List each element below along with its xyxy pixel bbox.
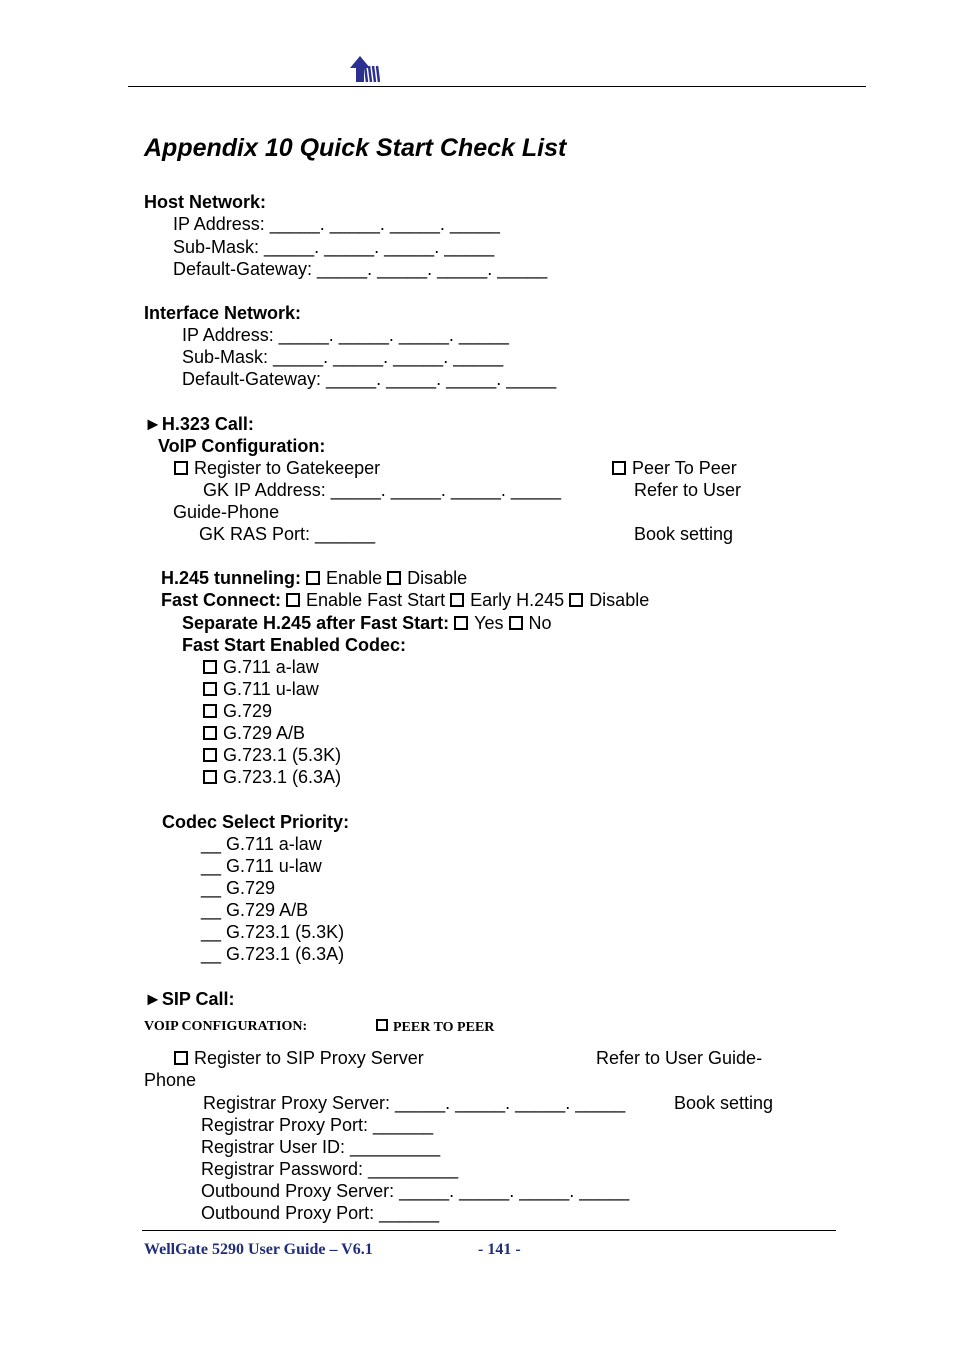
priority-item: __ G.729 A/B — [201, 900, 309, 920]
registrar-server-field: Registrar Proxy Server: _____. _____. _____. _____ — [203, 1093, 626, 1113]
sip-peer-option — [376, 1019, 494, 1036]
sip-peer-label: PEER TO PEER — [393, 1020, 495, 1035]
sip-book-note: Book setting — [674, 1093, 774, 1113]
codec-item — [203, 656, 319, 678]
h323-voip-heading: VoIP Configuration: — [158, 436, 326, 456]
checkbox-icon — [376, 1019, 388, 1031]
enable-label: Enable — [326, 568, 383, 588]
codec-item — [203, 678, 319, 700]
fast-disable-label: Disable — [589, 590, 650, 610]
checkbox-icon — [203, 660, 217, 674]
book-setting-note: Book setting — [634, 524, 734, 544]
codec-label: G.723.1 (6.3A) — [223, 767, 342, 787]
footer-guide-title: WellGate 5290 User Guide – V6.1 — [144, 1241, 373, 1258]
codec-item — [203, 744, 341, 766]
interface-ip-field: IP Address: _____. _____. _____. _____ — [182, 325, 509, 345]
codec-item — [203, 700, 272, 722]
register-gk-option — [174, 457, 380, 479]
host-gateway-field: Default-Gateway: _____. _____. _____. _____ — [173, 259, 548, 279]
register-proxy-label: Register to SIP Proxy Server — [194, 1048, 424, 1068]
peer-to-peer-label: Peer To Peer — [632, 458, 737, 478]
checkbox-icon — [387, 571, 401, 585]
priority-item: __ G.723.1 (5.3K) — [201, 922, 345, 942]
h245-tunneling-row — [161, 567, 467, 589]
fast-connect-label: Fast Connect: — [161, 590, 282, 610]
register-gk-label: Register to Gatekeeper — [194, 458, 381, 478]
checkbox-icon — [203, 682, 217, 696]
h323-heading: ►H.323 Call: — [144, 414, 254, 434]
checkbox-icon — [203, 726, 217, 740]
refer-note: Refer to User — [634, 480, 742, 500]
guide-phone-note: Guide-Phone — [173, 502, 280, 522]
checkbox-icon — [203, 704, 217, 718]
sip-heading: ►SIP Call: — [144, 989, 235, 1009]
checkbox-icon — [454, 616, 468, 630]
checkbox-icon — [174, 461, 188, 475]
sip-voip-heading: VOIP CONFIGURATION: — [144, 1019, 308, 1034]
disable-label: Disable — [407, 568, 468, 588]
checkbox-icon — [286, 593, 300, 607]
interface-gateway-field: Default-Gateway: _____. _____. _____. _____ — [182, 369, 557, 389]
yes-label: Yes — [474, 613, 504, 633]
checkbox-icon — [203, 748, 217, 762]
codec-label: G.729 A/B — [223, 723, 306, 743]
enable-fast-start-label: Enable Fast Start — [306, 590, 446, 610]
codec-label: G.729 — [223, 701, 273, 721]
checkbox-icon — [174, 1051, 188, 1065]
checkbox-icon — [450, 593, 464, 607]
codec-label: G.711 u-law — [223, 679, 319, 699]
host-mask-field: Sub-Mask: _____. _____. _____. _____ — [173, 237, 495, 257]
sip-refer-note: Refer to User Guide- — [596, 1048, 763, 1068]
separate-h245-label: Separate H.245 after Fast Start: — [182, 613, 450, 633]
interface-mask-field: Sub-Mask: _____. _____. _____. _____ — [182, 347, 504, 367]
separate-h245-row — [182, 612, 552, 634]
codec-label: G.711 a-law — [223, 657, 319, 677]
wellgate-arrow-logo-icon — [348, 54, 380, 84]
codec-item — [203, 722, 305, 744]
registrar-password-field: Registrar Password: _________ — [201, 1159, 459, 1179]
no-label: No — [528, 613, 552, 633]
footer-page-number: - 141 - — [478, 1241, 521, 1258]
host-network-heading: Host Network: — [144, 192, 267, 212]
checkbox-icon — [569, 593, 583, 607]
codec-item — [203, 766, 341, 788]
priority-item: __ G.723.1 (6.3A) — [201, 944, 345, 964]
checkbox-icon — [509, 616, 523, 630]
registrar-user-field: Registrar User ID: _________ — [201, 1137, 441, 1157]
footer-rule — [142, 1230, 836, 1231]
codec-priority-heading: Codec Select Priority: — [162, 812, 350, 832]
checkbox-icon — [306, 571, 320, 585]
interface-network-heading: Interface Network: — [144, 303, 302, 323]
codec-label: G.723.1 (5.3K) — [223, 745, 342, 765]
outbound-port-field: Outbound Proxy Port: ______ — [201, 1203, 440, 1223]
register-proxy-option — [174, 1047, 424, 1069]
header-rule — [128, 86, 866, 87]
checkbox-icon — [612, 461, 626, 475]
priority-item: __ G.711 u-law — [201, 856, 322, 876]
peer-to-peer-option — [612, 457, 737, 479]
registrar-port-field: Registrar Proxy Port: ______ — [201, 1115, 434, 1135]
outbound-server-field: Outbound Proxy Server: _____. _____. _____. _____ — [201, 1181, 630, 1201]
h245-label: H.245 tunneling: — [161, 568, 302, 588]
gk-ip-field: GK IP Address: _____. _____. _____. _____ — [203, 480, 561, 500]
page-title: Appendix 10 Quick Start Check List — [144, 134, 567, 162]
sip-phone-note: Phone — [144, 1070, 197, 1090]
gk-ras-field: GK RAS Port: ______ — [199, 524, 376, 544]
priority-item: __ G.729 — [201, 878, 276, 898]
early-h245-label: Early H.245 — [470, 590, 565, 610]
fast-start-codec-heading: Fast Start Enabled Codec: — [182, 635, 407, 655]
host-ip-field: IP Address: _____. _____. _____. _____ — [173, 214, 500, 234]
logo — [348, 54, 380, 89]
checkbox-icon — [203, 770, 217, 784]
priority-item: __ G.711 a-law — [201, 834, 322, 854]
fast-connect-row — [161, 589, 649, 611]
